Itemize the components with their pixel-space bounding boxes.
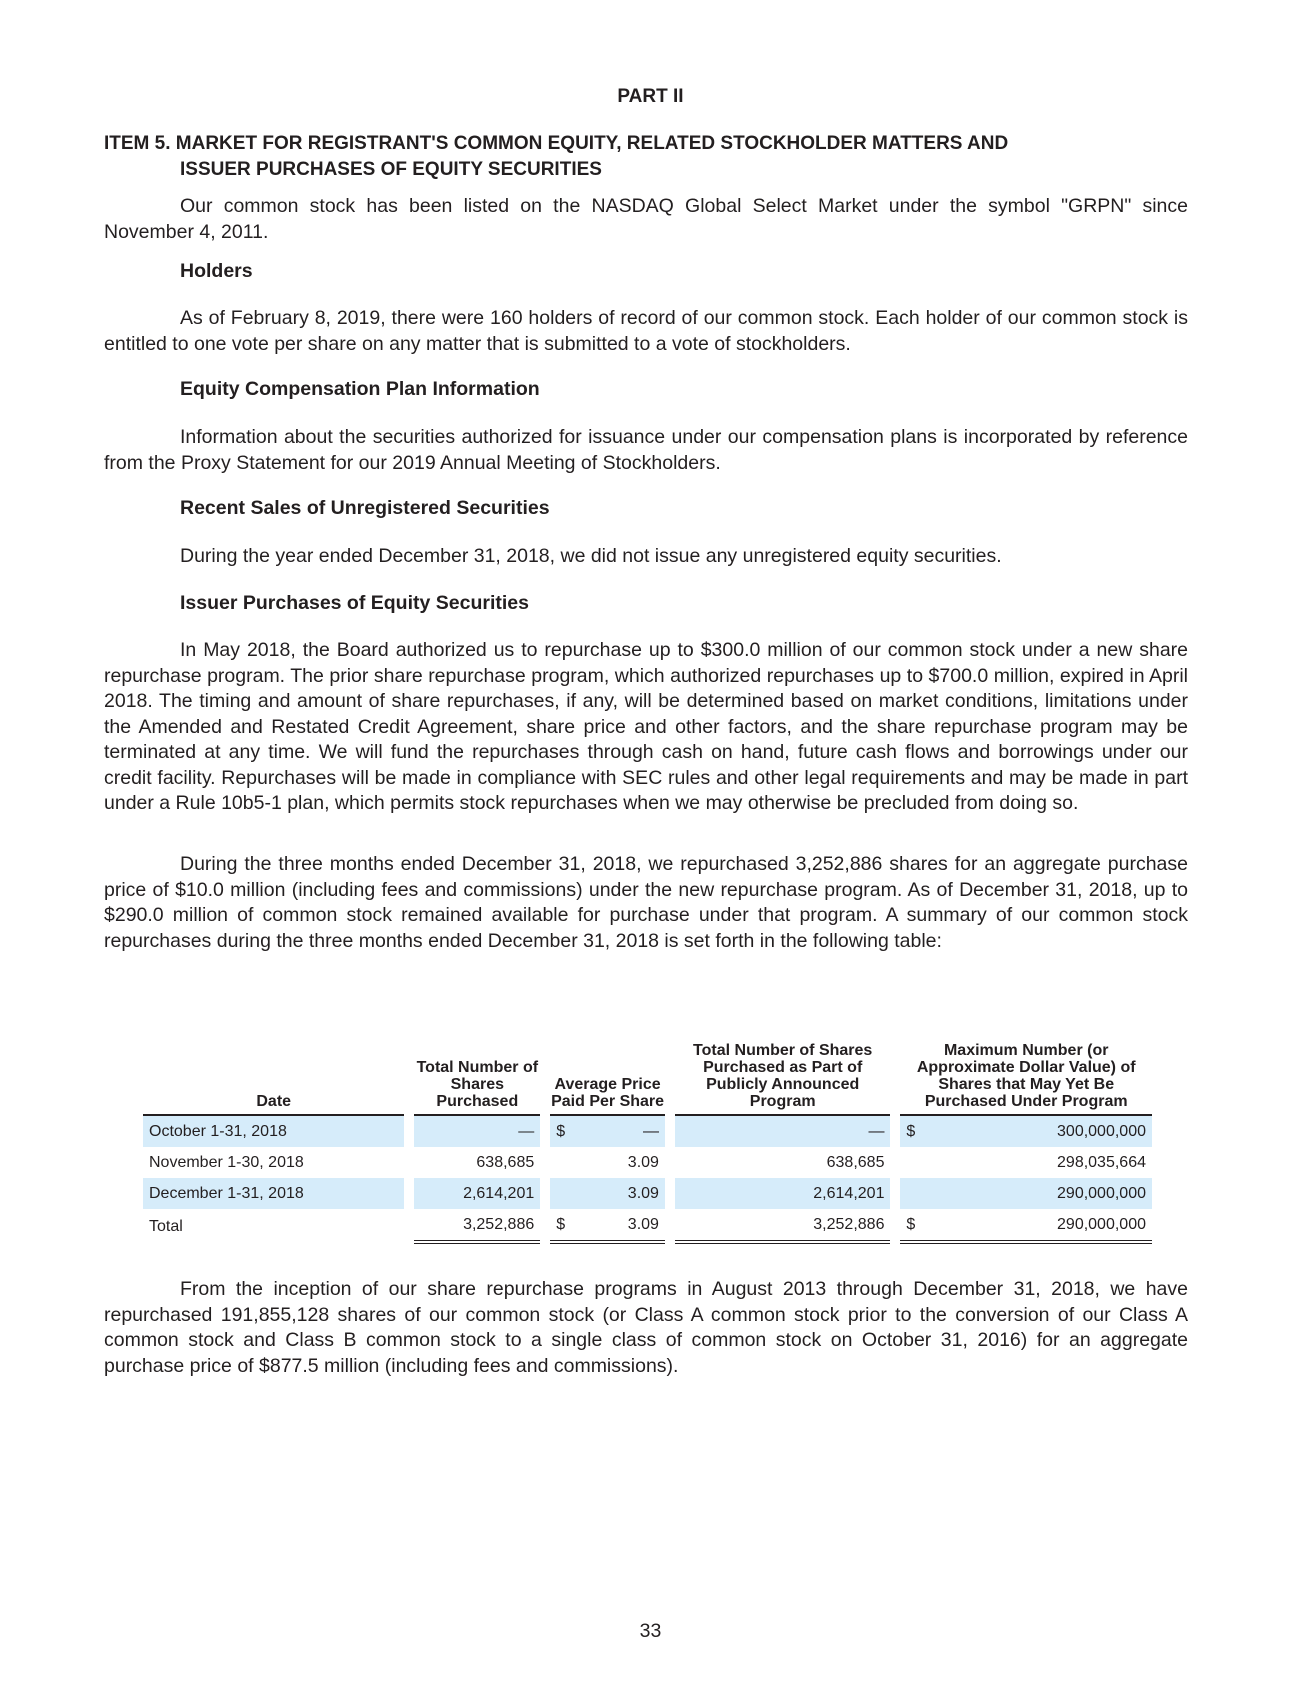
issuer-purchases-paragraph-1: In May 2018, the Board authorized us to repurchase up to $300.0 million of our common stock under a new share repurchase program. The prior share repurchase program, which authorized repurchases up to $700.0 million, expired in April 2018. The timing and amount of share repurchases, if any, will be determined based on market conditions, limitations under the Amended and Restated Credit Agreement, share price and other factors, and the share repurchase program may be terminated at any time. We will fund the repurchases through cash on hand, future cash flows and borrowings under our credit facility. Repurchases will be made in compliance with SEC rules and other legal requirements and may be made in part under a Rule 10b5-1 plan, which permits stock repurchases when we may otherwise be precluded from doing so. bbox=[104, 639, 1188, 814]
issuer-purchases-paragraph-2: During the three months ended December 31, 2018, we repurchased 3,252,886 shares for an aggregate purchase price of $10.0 million (including fees and commissions) under the new repurchase program. As of December 31, 2018, up to $290.0 million of common stock remained available for purchase under that program. A summary of our common stock repurchases during the three months ended December 31, 2018 is set forth in the following table: bbox=[104, 853, 1188, 952]
cell-total-shares: 2,614,201 bbox=[414, 1178, 540, 1209]
cell-max-remaining: 300,000,000 bbox=[921, 1116, 1152, 1147]
cell-date: Total bbox=[149, 1217, 183, 1235]
cell-avg-price: 3.09 bbox=[627, 1153, 659, 1171]
table-row bbox=[143, 1116, 1152, 1147]
cell-max-dollar: $ bbox=[900, 1116, 921, 1147]
cell-price-dollar bbox=[550, 1147, 571, 1178]
equity-comp-heading: Equity Compensation Plan Information bbox=[180, 378, 540, 400]
cell-max-dollar: $ bbox=[900, 1209, 921, 1244]
item-heading bbox=[104, 131, 1204, 183]
cell-total-shares: 638,685 bbox=[476, 1153, 535, 1171]
cell-total-shares: — bbox=[414, 1116, 540, 1147]
table-row bbox=[143, 1178, 1152, 1209]
cell-avg-price: 3.09 bbox=[571, 1209, 665, 1244]
cell-date: December 1-31, 2018 bbox=[143, 1178, 404, 1209]
table-total-row bbox=[143, 1209, 1152, 1244]
cell-program-shares: — bbox=[675, 1116, 891, 1147]
intro-paragraph: Our common stock has been listed on the NASDAQ Global Select Market under the symbol "GRPN" since November 4, 2011. bbox=[104, 195, 1188, 243]
recent-sales-paragraph: During the year ended December 31, 2018, we did not issue any unregistered equity securities. bbox=[180, 545, 1002, 567]
cell-program-shares: 2,614,201 bbox=[675, 1178, 891, 1209]
equity-comp-paragraph: Information about the securities authorized for issuance under our compensation plans is incorporated by reference from the Proxy Statement for our 2019 Annual Meeting of Stockholders. bbox=[104, 426, 1188, 474]
holders-paragraph: As of February 8, 2019, there were 160 holders of record of our common stock. Each holder of our common stock is entitled to one vote per share on any matter that is submitted to a vote of stockholders. bbox=[104, 307, 1188, 355]
holders-heading: Holders bbox=[180, 260, 253, 282]
cell-price-dollar bbox=[550, 1178, 571, 1209]
part-heading: PART II bbox=[617, 86, 684, 107]
header-total-shares: Total Number of Shares Purchased bbox=[414, 1042, 540, 1116]
page-number: 33 bbox=[639, 1620, 662, 1642]
recent-sales-heading: Recent Sales of Unregistered Securities bbox=[180, 497, 550, 519]
cell-program-shares: 3,252,886 bbox=[675, 1209, 891, 1244]
header-max-remaining: Maximum Number (or Approximate Dollar Value) of Shares that May Yet Be Purchased Under Program bbox=[900, 1042, 1152, 1116]
cell-max-remaining: 290,000,000 bbox=[921, 1209, 1152, 1244]
cell-max-remaining: 290,000,000 bbox=[921, 1178, 1152, 1209]
cell-max-dollar bbox=[900, 1147, 921, 1178]
cell-total-shares: 3,252,886 bbox=[414, 1209, 540, 1244]
cell-date: November 1-30, 2018 bbox=[149, 1153, 304, 1171]
item-heading-line-2: ISSUER PURCHASES OF EQUITY SECURITIES bbox=[180, 159, 602, 180]
cell-max-dollar bbox=[900, 1178, 921, 1209]
item-heading-line-1: ITEM 5. MARKET FOR REGISTRANT'S COMMON EQUITY, RELATED STOCKHOLDER MATTERS AND bbox=[104, 133, 1009, 154]
header-avg-price: Average Price Paid Per Share bbox=[550, 1042, 665, 1116]
cell-date: October 1-31, 2018 bbox=[143, 1116, 404, 1147]
cell-max-remaining: 298,035,664 bbox=[1057, 1153, 1146, 1171]
cell-price-dollar: $ bbox=[550, 1116, 571, 1147]
closing-paragraph: From the inception of our share repurchase programs in August 2013 through December 31, 2018, we have repurchased 191,855,128 shares of our common stock (or Class A common stock prior to the conversion of our Class A common stock and Class B common stock to a single class of common stock on October 31, 2016) for an aggregate purchase price of $877.5 million (including fees and commissions). bbox=[104, 1278, 1188, 1377]
table-row bbox=[143, 1147, 1152, 1178]
header-program-shares: Total Number of Shares Purchased as Part of Publicly Announced Program bbox=[675, 1042, 891, 1116]
cell-avg-price: — bbox=[571, 1116, 665, 1147]
repurchases-table bbox=[143, 1042, 1152, 1244]
header-date: Date bbox=[143, 1042, 404, 1116]
cell-avg-price: 3.09 bbox=[571, 1178, 665, 1209]
issuer-purchases-heading: Issuer Purchases of Equity Securities bbox=[180, 592, 529, 614]
cell-program-shares: 638,685 bbox=[826, 1153, 885, 1171]
cell-price-dollar: $ bbox=[550, 1209, 571, 1244]
table-header-row bbox=[143, 1042, 1152, 1116]
